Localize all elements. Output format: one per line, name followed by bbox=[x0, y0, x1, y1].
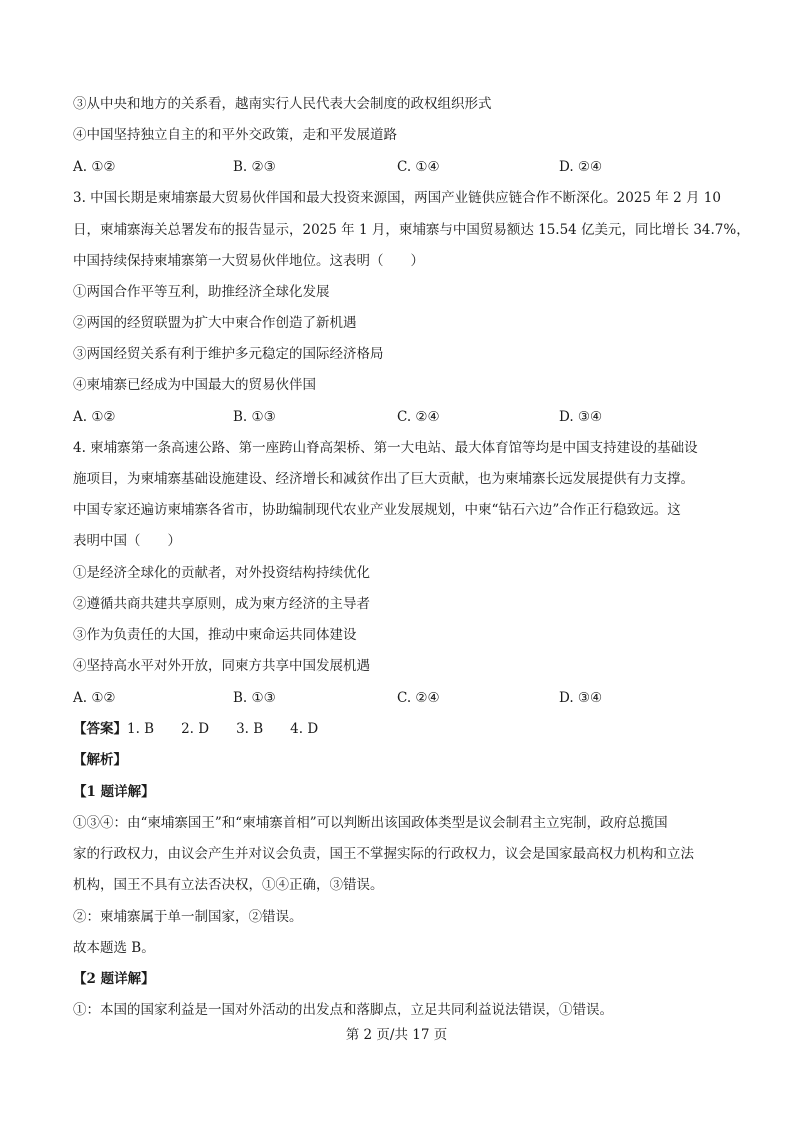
statement-4-q4: ④坚持高水平对外开放，同柬方共享中国发展机遇 bbox=[73, 658, 370, 674]
detail-2-heading: 【2 题详解】 bbox=[73, 971, 155, 987]
option-b: B. ①③ bbox=[233, 690, 276, 706]
answer-line bbox=[73, 719, 318, 739]
detail-1-line-5: 故本题选 B。 bbox=[73, 940, 155, 956]
options-q3 bbox=[73, 407, 733, 427]
page-footer: 第 2 页/共 17 页 bbox=[345, 1027, 448, 1043]
detail-1-heading: 【1 题详解】 bbox=[73, 784, 155, 800]
statement-2-q3: ②两国的经贸联盟为扩大中柬合作创造了新机遇 bbox=[73, 315, 357, 331]
option-a: A. ①② bbox=[73, 159, 116, 175]
detail-1-line-4: ②：柬埔寨属于单一制国家，②错误。 bbox=[73, 909, 303, 925]
statement-3-q2: ③从中央和地方的关系看，越南实行人民代表大会制度的政权组织形式 bbox=[73, 96, 492, 112]
question-3-line-1: 3. 中国长期是柬埔寨最大贸易伙伴国和最大投资来源国，两国产业链供应链合作不断深化。2025 年 2 月 10 bbox=[73, 190, 721, 206]
detail-1-line-3: 机构，国王不具有立法否决权，①④正确，③错误。 bbox=[73, 877, 384, 893]
option-d: D. ②④ bbox=[559, 159, 603, 175]
question-4-line-3: 中国专家还遍访柬埔寨各省市，协助编制现代农业产业发展规划，中柬“钻石六边”合作正行稳致远。这 bbox=[73, 502, 681, 518]
statement-1-q4: ①是经济全球化的贡献者，对外投资结构持续优化 bbox=[73, 565, 370, 581]
answer-value: 1. B 2. D 3. B 4. D bbox=[127, 721, 319, 737]
statement-4-q2: ④中国坚持独立自主的和平外交政策，走和平发展道路 bbox=[73, 127, 397, 143]
option-a: A. ①② bbox=[73, 690, 116, 706]
question-4-line-4: 表明中国（ ） bbox=[73, 533, 181, 549]
question-3-line-2: 日，柬埔寨海关总署发布的报告显示，2025 年 1 月，柬埔寨与中国贸易额达 15.54 亿美元，同比增长 34.7%， bbox=[73, 222, 750, 238]
options-q4 bbox=[73, 688, 733, 708]
option-c: C. ②④ bbox=[397, 409, 440, 425]
option-c: C. ①④ bbox=[397, 159, 440, 175]
statement-4-q3: ④柬埔寨已经成为中国最大的贸易伙伴国 bbox=[73, 377, 316, 393]
question-4-line-1: 4. 柬埔寨第一条高速公路、第一座跨山脊高架桥、第一大电站、最大体育馆等均是中国支持建设的基础设 bbox=[73, 440, 698, 456]
statement-1-q3: ①两国合作平等互利，助推经济全球化发展 bbox=[73, 284, 330, 300]
option-b: B. ①③ bbox=[233, 409, 276, 425]
question-3-line-3: 中国持续保持柬埔寨第一大贸易伙伴地位。这表明（ ） bbox=[73, 253, 424, 269]
option-c: C. ②④ bbox=[397, 690, 440, 706]
option-d: D. ③④ bbox=[559, 690, 603, 706]
answer-label: 【答案】 bbox=[73, 721, 127, 737]
statement-2-q4: ②遵循共商共建共享原则，成为柬方经济的主导者 bbox=[73, 596, 370, 612]
option-d: D. ③④ bbox=[559, 409, 603, 425]
detail-1-line-2: 家的行政权力，由议会产生并对议会负责，国王不掌握实际的行政权力，议会是国家最高权力机构和立法 bbox=[73, 846, 694, 862]
options-q2 bbox=[73, 157, 733, 177]
statement-3-q3: ③两国经贸关系有利于维护多元稳定的国际经济格局 bbox=[73, 346, 384, 362]
option-b: B. ②③ bbox=[233, 159, 276, 175]
question-4-line-2: 施项目，为柬埔寨基础设施建设、经济增长和减贫作出了巨大贡献，也为柬埔寨长远发展提供有力支撑。 bbox=[73, 471, 694, 487]
analysis-heading: 【解析】 bbox=[73, 752, 127, 768]
statement-3-q4: ③作为负责任的大国，推动中柬命运共同体建设 bbox=[73, 627, 357, 643]
detail-2-line-1: ①：本国的国家利益是一国对外活动的出发点和落脚点，立足共同利益说法错误，①错误。 bbox=[73, 1002, 613, 1018]
detail-1-line-1: ①③④：由“柬埔寨国王”和“柬埔寨首相”可以判断出该国政体类型是议会制君主立宪制，政府总揽国 bbox=[73, 815, 668, 831]
option-a: A. ①② bbox=[73, 409, 116, 425]
